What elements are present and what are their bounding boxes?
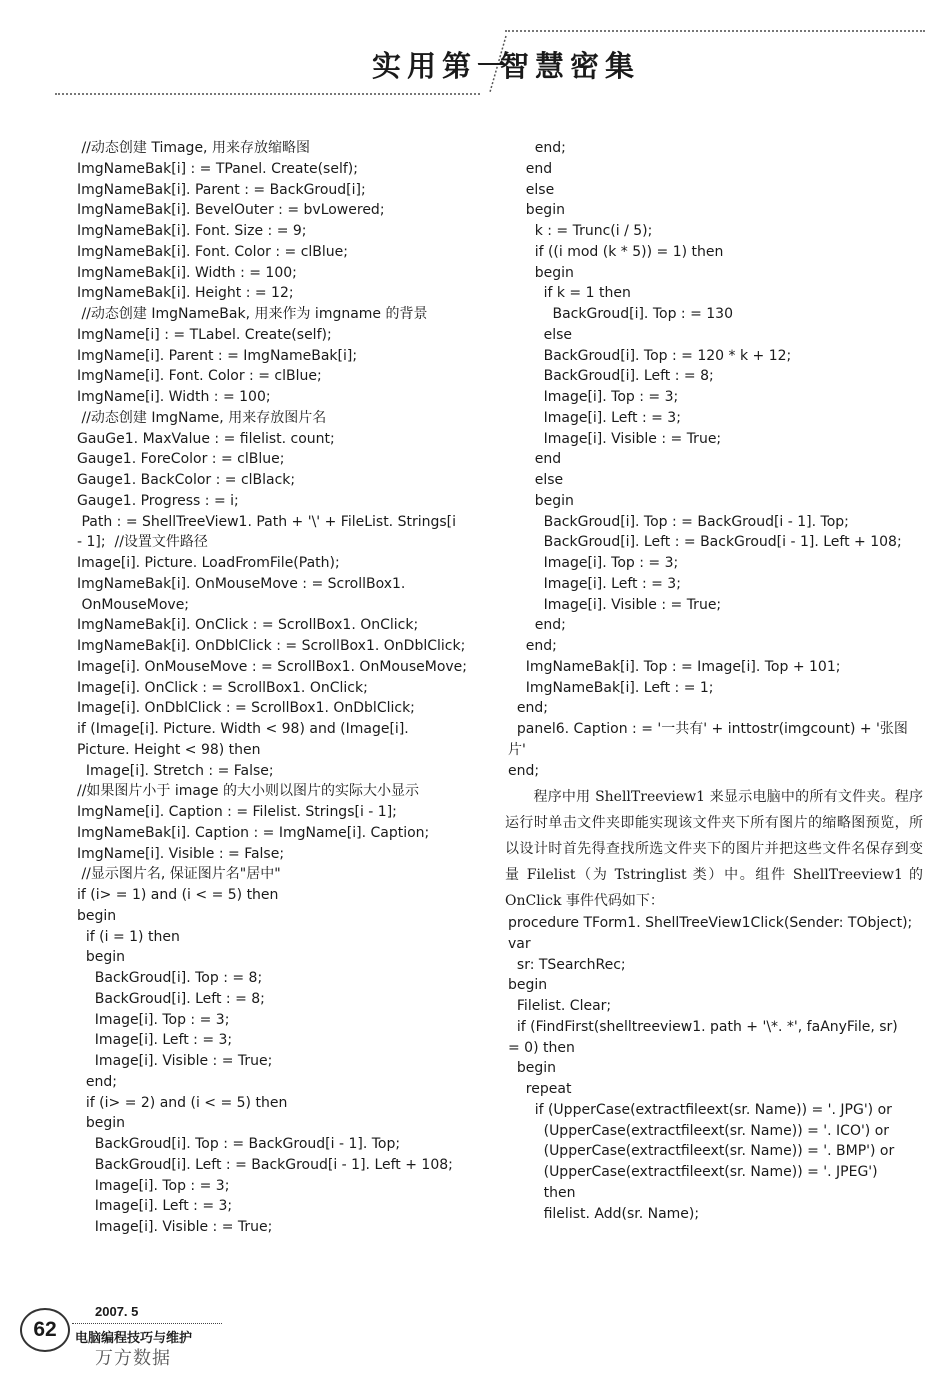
code-line: Image[i]. OnDblClick : = ScrollBox1. OnDblClick;	[77, 700, 415, 717]
code-line: BackGroud[i]. Left : = 8;	[77, 990, 265, 1007]
watermark-text: 万方数据	[95, 1348, 171, 1369]
code-line: begin	[508, 202, 565, 219]
code-line: ImgName[i]. Parent : = ImgNameBak[i];	[77, 347, 358, 364]
code-line: end	[508, 160, 553, 177]
code-line: 片'	[508, 741, 526, 758]
code-line: Image[i]. Top : = 3;	[508, 555, 679, 571]
code-line: if (i> = 2) and (i < = 5) then	[77, 1094, 288, 1111]
body-paragraph: 程序中用 ShellTreeview1 来显示电脑中的所有文件夹。程序运行时单击文件夹即能实现该文件夹下所有图片的缩略图预览，所以设计时首先得查找所选文件夹下的图片并把这些文件名保存到变量 Filelist（为 Tstringlist 类）中。组件 ShellTreeview1 的 OnClick 事件代码如下：	[505, 789, 923, 909]
page-footer	[20, 1300, 320, 1380]
code-line: if ((i mod (k * 5)) = 1) then	[508, 243, 724, 260]
code-line: Image[i]. Top : = 3;	[77, 1011, 230, 1028]
code-line: ImgName[i]. Font. Color : = clBlue;	[77, 368, 322, 385]
code-line: ImgNameBak[i]. Parent : = BackGroud[i];	[77, 181, 366, 198]
code-line: Image[i]. OnMouseMove : = ScrollBox1. OnMouseMove;	[77, 658, 468, 675]
code-line: begin	[77, 949, 126, 966]
code-line: - 1]; //设置文件路径	[77, 534, 208, 551]
code-line: Image[i]. Stretch : = False;	[77, 762, 274, 779]
code-line: filelist. Add(sr. Name);	[508, 1205, 700, 1222]
code-line: if (i> = 1) and (i < = 5) then	[77, 887, 279, 903]
code-line: Gauge1. BackColor : = clBlack;	[77, 472, 296, 488]
code-line: procedure TForm1. ShellTreeView1Click(Sender: TObject);	[508, 915, 913, 931]
code-line: then	[508, 1184, 576, 1201]
code-line: if (UpperCase(extractfileext(sr. Name)) = '. JPG') or	[508, 1101, 892, 1118]
code-line: end;	[508, 700, 548, 717]
code-line: ImgName[i]. Caption : = Filelist. Strings[i - 1];	[77, 804, 397, 820]
code-line: Path : = ShellTreeView1. Path + '\' + FileList. Strings[i	[77, 513, 457, 530]
header-title-right: 智慧密集	[500, 49, 641, 83]
code-line: else	[508, 181, 555, 198]
code-line: repeat	[508, 1081, 572, 1097]
code-line: (UpperCase(extractfileext(sr. Name)) = '. JPEG')	[508, 1164, 878, 1180]
code-line: ImgName[i]. Visible : = False;	[77, 845, 285, 862]
code-line: end;	[77, 1073, 117, 1090]
code-line: ImgNameBak[i]. Caption : = ImgName[i]. Caption;	[77, 824, 430, 841]
code-line: Gauge1. ForeColor : = clBlue;	[77, 451, 285, 468]
code-line: BackGroud[i]. Left : = BackGroud[i - 1]. Left + 108;	[508, 534, 902, 551]
page-header	[0, 0, 950, 100]
code-line: end	[508, 451, 562, 468]
code-line: begin	[77, 907, 117, 924]
footer-dotted-rule	[72, 1323, 222, 1324]
code-line: BackGroud[i]. Left : = 8;	[508, 368, 714, 385]
issue-date: 2007. 5	[95, 1304, 139, 1319]
code-line: ImgNameBak[i]. OnDblClick : = ScrollBox1. OnDblClick;	[77, 638, 466, 654]
header-dotted-rule-bottom	[55, 93, 480, 95]
code-line: //动态创建 ImgNameBak, 用来作为 imgname 的背景	[77, 306, 428, 322]
code-line: if (FindFirst(shelltreeview1. path + '\*. *', faAnyFile, sr)	[508, 1018, 898, 1035]
code-line: //如果图片小于 image 的大小则以图片的实际大小显示	[77, 783, 419, 800]
code-line: BackGroud[i]. Left : = BackGroud[i - 1]. Left + 108;	[77, 1156, 453, 1173]
header-title-left: 实用第一	[372, 49, 513, 83]
code-line: k : = Trunc(i / 5);	[508, 223, 653, 239]
code-line: if k = 1 then	[508, 285, 631, 302]
code-line: Image[i]. Picture. LoadFromFile(Path);	[77, 555, 340, 571]
code-line: BackGroud[i]. Top : = BackGroud[i - 1]. Top;	[508, 513, 849, 530]
code-listing-right-bottom	[508, 913, 928, 1224]
code-line: BackGroud[i]. Top : = 120 * k + 12;	[508, 347, 792, 364]
code-line: ImgNameBak[i]. OnMouseMove : = ScrollBox1.	[77, 575, 406, 592]
code-line: //动态创建 Timage, 用来存放缩略图	[77, 140, 310, 156]
page-number: 62	[33, 1318, 57, 1341]
code-line: else	[508, 326, 573, 343]
code-line: ImgNameBak[i]. Font. Size : = 9;	[77, 223, 307, 239]
code-line: end;	[508, 762, 540, 779]
code-line: Image[i]. Left : = 3;	[77, 1198, 233, 1215]
code-line: end;	[508, 638, 557, 654]
magazine-name: 电脑编程技巧与维护	[75, 1331, 193, 1346]
code-line: BackGroud[i]. Top : = 130	[508, 306, 733, 322]
code-line: panel6. Caption : = '一共有' + inttostr(imgcount) + '张图	[508, 721, 908, 737]
code-line: ImgNameBak[i]. OnClick : = ScrollBox1. OnClick;	[77, 617, 419, 634]
code-line: ImgNameBak[i]. Top : = Image[i]. Top + 101;	[508, 658, 841, 675]
code-line: GauGe1. MaxValue : = filelist. count;	[77, 430, 335, 447]
code-line: ImgNameBak[i]. Left : = 1;	[508, 679, 714, 696]
code-line: sr: TSearchRec;	[508, 956, 626, 973]
code-line: begin	[508, 977, 548, 994]
code-line: Filelist. Clear;	[508, 998, 612, 1014]
code-line: Image[i]. Left : = 3;	[77, 1032, 233, 1049]
code-line: Picture. Height < 98) then	[77, 741, 261, 758]
code-line: if (i = 1) then	[77, 928, 180, 945]
code-line: begin	[508, 1060, 557, 1077]
code-line: Gauge1. Progress : = i;	[77, 492, 239, 509]
code-line: end;	[508, 617, 566, 634]
code-line: Image[i]. Visible : = True;	[508, 596, 722, 613]
code-line: begin	[77, 1115, 126, 1132]
code-line: begin	[508, 492, 574, 509]
code-line: Image[i]. Visible : = True;	[77, 1219, 273, 1235]
code-line: else	[508, 472, 564, 488]
page-number-badge	[20, 1308, 70, 1352]
code-line: if (Image[i]. Picture. Width < 98) and (Image[i].	[77, 721, 409, 737]
code-line: Image[i]. Top : = 3;	[77, 1177, 230, 1194]
code-line: OnMouseMove;	[77, 596, 190, 613]
code-line: ImgNameBak[i]. Height : = 12;	[77, 285, 294, 302]
code-line: Image[i]. Top : = 3;	[508, 389, 679, 405]
code-line: = 0) then	[508, 1039, 575, 1056]
code-line: BackGroud[i]. Top : = BackGroud[i - 1]. Top;	[77, 1136, 401, 1152]
code-line: Image[i]. Left : = 3;	[508, 575, 681, 592]
code-line: //动态创建 ImgName, 用来存放图片名	[77, 409, 327, 426]
code-line: Image[i]. Visible : = True;	[508, 430, 722, 447]
code-listing-right-top	[508, 138, 928, 781]
code-line: ImgNameBak[i]. BevelOuter : = bvLowered;	[77, 202, 385, 219]
code-line: ImgNameBak[i]. Width : = 100;	[77, 264, 297, 281]
code-line: ImgNameBak[i] : = TPanel. Create(self);	[77, 160, 358, 177]
header-dotted-rule-top	[505, 30, 925, 32]
code-line: ImgName[i]. Width : = 100;	[77, 389, 271, 405]
code-line: (UpperCase(extractfileext(sr. Name)) = '. BMP') or	[508, 1143, 895, 1160]
code-line: end;	[508, 140, 566, 156]
code-line: BackGroud[i]. Top : = 8;	[77, 970, 263, 986]
code-line: ImgNameBak[i]. Font. Color : = clBlue;	[77, 243, 348, 260]
code-line: begin	[508, 264, 574, 281]
code-listing-left	[77, 138, 487, 1238]
code-line: (UpperCase(extractfileext(sr. Name)) = '. ICO') or	[508, 1122, 890, 1139]
code-line: //显示图片名, 保证图片名"居中"	[77, 866, 281, 883]
code-line: Image[i]. Visible : = True;	[77, 1053, 273, 1069]
code-line: ImgName[i] : = TLabel. Create(self);	[77, 326, 332, 343]
code-line: Image[i]. OnClick : = ScrollBox1. OnClick;	[77, 679, 368, 696]
code-line: var	[508, 935, 531, 952]
code-line: Image[i]. Left : = 3;	[508, 409, 681, 426]
